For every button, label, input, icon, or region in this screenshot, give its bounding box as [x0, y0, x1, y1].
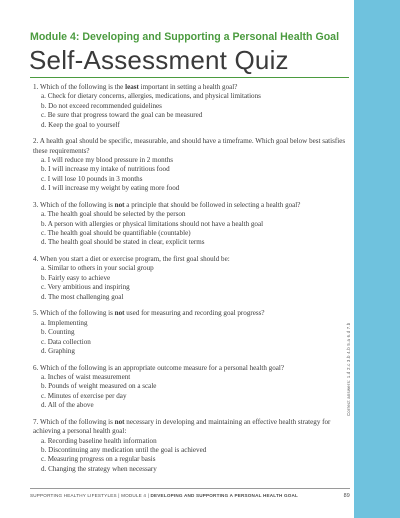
- quiz-question: [33, 364, 349, 411]
- question-text-end: necessary in developing and maintaining an effective health strategy for achieving a personal health goal:: [33, 417, 331, 436]
- answer-option: b. I will increase my intake of nutritious food: [41, 165, 170, 174]
- quiz-question: [33, 255, 349, 302]
- quiz-question: [33, 309, 349, 356]
- quiz-question: [33, 83, 349, 130]
- question-text-end: a principle that should be followed in selecting a health goal?: [124, 200, 301, 209]
- question-emphasis: not: [114, 309, 125, 318]
- question-text: [33, 364, 349, 373]
- answer-option: c. Very ambitious and inspiring: [41, 283, 130, 292]
- side-color-band: [350, 0, 400, 518]
- answer-option: d. Changing the strategy when necessary: [41, 464, 157, 473]
- answer-option: a. Inches of waist measurement: [41, 372, 131, 381]
- question-number: 7.: [33, 417, 39, 426]
- module-title: Module 4: Developing and Supporting a Personal Health Goal: [30, 31, 340, 43]
- answer-option: b. Do not exceed recommended guidelines: [41, 101, 162, 110]
- answer-options: [33, 156, 349, 194]
- answer-option: c. I will lose 10 pounds in 3 months: [41, 174, 143, 183]
- question-text-start: Which of the following is: [39, 309, 115, 318]
- quiz-question: [33, 418, 349, 474]
- question-text: [33, 83, 349, 92]
- answer-option: d. I will increase my weight by eating more food: [41, 184, 180, 193]
- page-title: Self-Assessment Quiz: [29, 45, 289, 75]
- question-number: 2.: [33, 137, 39, 146]
- answer-option: a. Check for dietary concerns, allergies, medications, and physical limitations: [41, 92, 261, 101]
- answer-option: c. Be sure that progress toward the goal can be measured: [41, 111, 203, 120]
- question-text-start: A health goal should be specific, measurable, and should have a timeframe. Which goal below best satisfies these requirements?: [33, 137, 346, 155]
- answer-option: b. Counting: [41, 328, 75, 337]
- answer-option: b. Fairly easy to achieve: [41, 273, 111, 282]
- answer-option: d. Graphing: [41, 346, 75, 355]
- question-list: [33, 83, 349, 481]
- answer-option: c. Measuring progress on a regular basis: [41, 455, 156, 464]
- question-text: [33, 418, 349, 437]
- answer-option: c. Minutes of exercise per day: [41, 391, 127, 400]
- answer-option: d. The health goal should be stated in clear, explicit terms: [41, 238, 205, 247]
- answer-option: d. Keep the goal to yourself: [41, 120, 120, 129]
- answer-option: a. Similar to others in your social group: [41, 264, 154, 273]
- question-number: 6.: [33, 363, 39, 372]
- answer-options: [33, 264, 349, 302]
- question-emphasis: not: [114, 417, 125, 426]
- question-text: [33, 201, 349, 210]
- question-text-end: important in setting a health goal?: [138, 83, 238, 91]
- question-text: [33, 137, 349, 156]
- quiz-question: [33, 137, 349, 193]
- page-number: 89: [343, 493, 350, 499]
- answer-option: d. All of the above: [41, 401, 94, 410]
- page-footer: [30, 493, 350, 503]
- footer-module-title: DEVELOPING AND SUPPORTING A PERSONAL HEALTH GOAL: [150, 493, 299, 498]
- quiz-question: [33, 201, 349, 248]
- question-number: 1.: [33, 83, 39, 91]
- question-text-start: Which of the following is an appropriate outcome measure for a personal health goal?: [39, 363, 285, 372]
- question-text: [33, 255, 349, 264]
- footer-running-title: SUPPORTING HEALTHY LIFESTYLES | MODULE 4 |: [30, 493, 151, 498]
- answer-options: [33, 437, 349, 475]
- footer-divider: [30, 488, 350, 489]
- title-divider: [30, 77, 349, 78]
- answer-option: b. A person with allergies or physical limitations should not have a health goal: [41, 219, 264, 228]
- question-number: 4.: [33, 255, 39, 264]
- question-text-start: Which of the following is: [39, 200, 115, 209]
- question-emphasis: least: [125, 83, 139, 91]
- answer-option: b. Pounds of weight measured on a scale: [41, 382, 157, 391]
- question-text-end: used for measuring and recording goal progress?: [124, 309, 265, 318]
- question-text-start: Which of the following is the: [39, 83, 126, 91]
- answer-key: Correct answers: 1.d 2.c 3.b 4.b 5.a 6.d 7.b: [346, 322, 351, 416]
- answer-option: c. The health goal should be quantifiable (countable): [41, 229, 191, 238]
- answer-option: a. The health goal should be selected by the person: [41, 210, 186, 219]
- answer-options: [33, 319, 349, 357]
- answer-option: a. Recording baseline health information: [41, 436, 157, 445]
- question-emphasis: not: [114, 200, 125, 209]
- answer-options: [33, 373, 349, 411]
- answer-option: a. Implementing: [41, 318, 88, 327]
- question-text: [33, 309, 349, 318]
- answer-option: b. Discontinuing any medication until the goal is achieved: [41, 445, 207, 454]
- question-text-start: Which of the following is: [39, 417, 115, 426]
- question-number: 3.: [33, 200, 39, 209]
- answer-options: [33, 210, 349, 248]
- question-number: 5.: [33, 309, 39, 318]
- answer-option: a. I will reduce my blood pressure in 2 months: [41, 156, 173, 165]
- answer-option: d. The most challenging goal: [41, 292, 124, 301]
- question-text-start: When you start a diet or exercise program, the first goal should be:: [39, 255, 230, 264]
- answer-option: c. Data collection: [41, 337, 91, 346]
- answer-options: [33, 92, 349, 130]
